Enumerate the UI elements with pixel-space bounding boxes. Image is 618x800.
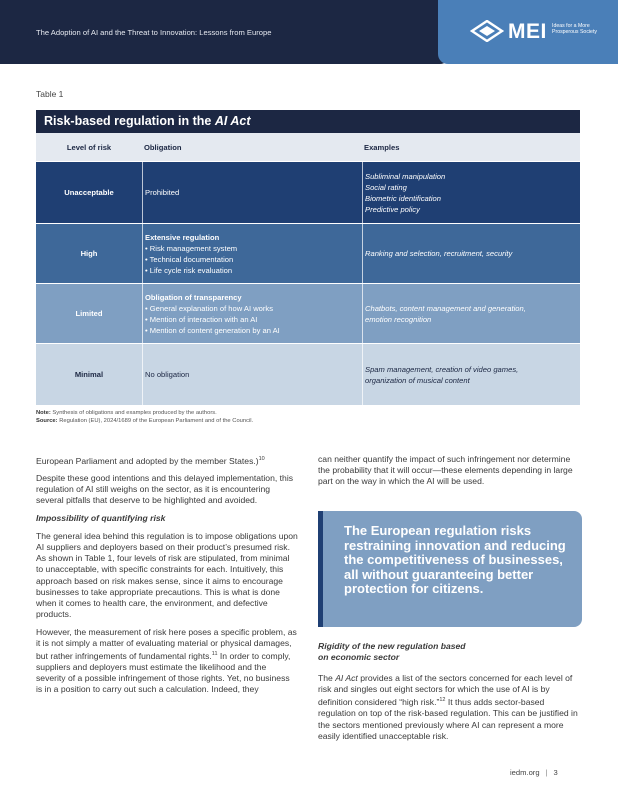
paragraph: The general idea behind this regulation is to impose obligations upon AI suppliers and deployers based on their product’s presumed risk. As shown in Table 1, four levels of risk are stipulated, from minimal to unacceptable, with specific constraints for each. Intuitively, this approach based on risk makes sense, since it aims to encourage businesses to take appropriate precautions. This is what is done when it comes to health care, the environment, and defective products. bbox=[36, 530, 298, 620]
examples-cell bbox=[362, 224, 580, 283]
obligation-cell bbox=[142, 162, 362, 223]
risk-level: High bbox=[80, 249, 98, 258]
paragraph bbox=[318, 673, 582, 742]
note-text: Synthesis of obligations and examples produced by the authors. bbox=[50, 410, 217, 416]
table-row bbox=[36, 161, 580, 223]
paragraph-text: The bbox=[318, 673, 336, 683]
obligation-title: Extensive regulation bbox=[145, 232, 220, 242]
note-label: Note: bbox=[36, 410, 51, 416]
footer-site-link[interactable]: iedm.org bbox=[510, 768, 540, 777]
logo-tagline: Ideas for a More Prosperous Society bbox=[552, 23, 597, 36]
subheading-rigidity bbox=[318, 641, 582, 663]
obligation-item: • General explanation of how AI works bbox=[145, 303, 274, 313]
obligation-item: • Life cycle risk evaluation bbox=[145, 265, 233, 275]
obligation-item: • Mention of interaction with an AI bbox=[145, 314, 258, 324]
source-text: Regulation (EU), 2024/1689 of the European Parliament and of the Council. bbox=[57, 418, 254, 424]
left-column bbox=[36, 454, 298, 702]
obligation-item: • Mention of content generation by an AI bbox=[145, 325, 280, 335]
examples-cell bbox=[362, 344, 580, 405]
footnote-ref[interactable]: 11 bbox=[211, 650, 218, 657]
paragraph bbox=[36, 454, 298, 467]
risk-level: Limited bbox=[75, 309, 103, 318]
example-item: Social rating bbox=[365, 182, 407, 192]
risk-level: Unacceptable bbox=[64, 188, 114, 197]
paragraph-text: provides a list of the sectors concerned for each level of risk and singles out eight sectors for which the use of AI is by definition considered “high risk.” bbox=[318, 673, 573, 708]
examples-cell bbox=[362, 284, 580, 343]
subheading-quantifying-risk: Impossibility of quantifying risk bbox=[36, 512, 166, 523]
obligation-title: No obligation bbox=[145, 370, 190, 379]
table-title bbox=[36, 110, 580, 133]
risk-level: Minimal bbox=[74, 370, 104, 379]
header-title: The Adoption of AI and the Threat to Innovation: Lessons from Europe bbox=[36, 28, 272, 37]
footnote-ref[interactable]: 10 bbox=[258, 456, 265, 462]
obligation-title: Prohibited bbox=[145, 188, 180, 197]
table-label: Table 1 bbox=[36, 89, 64, 99]
example-item: Predictive policy bbox=[365, 204, 420, 214]
page-footer bbox=[510, 768, 558, 777]
subheading-line: Rigidity of the new regulation based bbox=[318, 641, 466, 651]
examples-cell bbox=[362, 162, 580, 223]
subheading-line: on economic sector bbox=[318, 652, 400, 663]
table-title-emphasis: AI Act bbox=[214, 114, 251, 128]
risk-table bbox=[36, 110, 580, 405]
paragraph: can neither quantify the impact of such infringement nor determine the probability that it will occur—these elements depending in large part on the way in which the AI will be used. bbox=[318, 454, 573, 487]
paragraph-text: It thus adds sector-based regulation on top of the risk-based regulation. This can be justified in the sectors mentioned previously where AI can represent a more easily identified unacceptable risk. bbox=[318, 697, 578, 741]
example-item: Subliminal manipulation bbox=[365, 171, 446, 181]
obligation-title: Obligation of transparency bbox=[145, 292, 242, 302]
example-item: organization of musical content bbox=[365, 375, 470, 385]
table-source bbox=[36, 417, 253, 425]
paragraph-text: European Parliament and adopted by the member States.) bbox=[36, 455, 259, 466]
table-row bbox=[36, 223, 580, 283]
paragraph-text: In order to comply, suppliers and deployers must estimate the likelihood and the severity of a possible infringement of those rights. Yet, no business is in a position to carry out such a calculation. Indeed, they bbox=[36, 650, 291, 695]
obligation-cell bbox=[142, 224, 362, 283]
mei-logo[interactable] bbox=[470, 20, 610, 50]
table-title-prefix: Risk-based regulation in the bbox=[44, 114, 215, 128]
right-column bbox=[318, 454, 582, 494]
table-row bbox=[36, 343, 580, 405]
page-header bbox=[0, 0, 618, 64]
source-label: Source: bbox=[36, 418, 58, 424]
footer-separator: | bbox=[545, 768, 548, 777]
table-note bbox=[36, 409, 253, 417]
example-item: Ranking and selection, recruitment, security bbox=[365, 249, 513, 258]
header-obligation: Obligation bbox=[144, 142, 182, 152]
pull-quote bbox=[318, 511, 582, 627]
paragraph: Despite these good intentions and this delayed implementation, this regulation of AI still weighs on the sector, as it is encountering several pitfalls that deserve to be highlighted and avoided. bbox=[36, 473, 294, 506]
logo-text: MEI bbox=[508, 20, 547, 43]
obligation-item: • Risk management system bbox=[145, 243, 238, 253]
pull-quote-text: The European regulation risks restraining innovation and reducing the competitiveness of businesses, all without guaranteeing better protection for citizens. bbox=[344, 523, 566, 597]
footnote-ref[interactable]: 12 bbox=[439, 697, 446, 704]
paragraph-emphasis: AI Act bbox=[335, 673, 358, 683]
header-examples: Examples bbox=[364, 142, 400, 152]
obligation-item: • Technical documentation bbox=[145, 254, 234, 264]
header-level: Level of risk bbox=[66, 142, 112, 152]
example-item: emotion recognition bbox=[365, 314, 432, 324]
page-number: 3 bbox=[553, 768, 558, 777]
example-item: Biometric identification bbox=[365, 193, 441, 203]
table-notes bbox=[36, 409, 253, 425]
table-row bbox=[36, 283, 580, 343]
mei-logo-icon bbox=[470, 20, 504, 42]
paragraph bbox=[36, 627, 298, 696]
obligation-cell bbox=[142, 344, 362, 405]
example-item: Spam management, creation of video games, bbox=[365, 364, 519, 374]
example-item: Chatbots, content management and generation, bbox=[365, 303, 526, 313]
table-header-row bbox=[36, 133, 580, 161]
paragraph-text: However, the measurement of risk here poses a specific problem, as it is not simply a matter of evaluating material or physical damages, but rather infringements of fundamental rights. bbox=[36, 626, 297, 661]
obligation-cell bbox=[142, 284, 362, 343]
